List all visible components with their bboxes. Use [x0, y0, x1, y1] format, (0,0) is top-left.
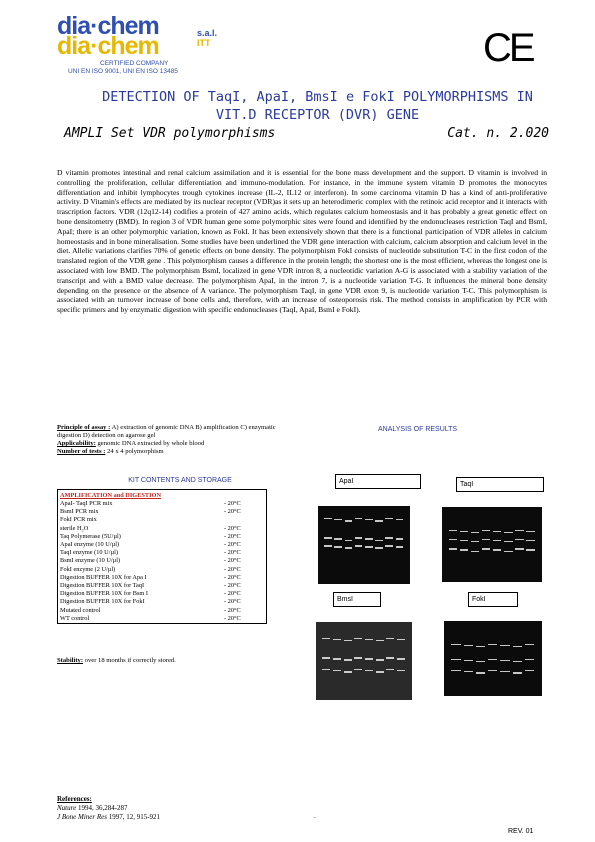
gel-band: [513, 672, 522, 674]
gel-band: [449, 530, 457, 532]
gel-band: [451, 670, 460, 672]
document-title-line1: DETECTION OF TaqI, ApaI, BmsI e FokI POLYMORPHISMS IN: [102, 89, 533, 105]
gel-band: [471, 551, 479, 553]
gel-band: [324, 518, 332, 520]
gel-band: [344, 671, 352, 673]
product-name: AMPLI Set VDR polymorphisms: [64, 126, 276, 141]
gel-band: [396, 519, 404, 521]
gel-band: [385, 518, 393, 520]
gel-band: [376, 640, 384, 642]
gel-band: [345, 520, 353, 522]
gel-band: [345, 540, 353, 542]
kit-item-storage-temp: [222, 516, 266, 524]
gel-band: [500, 645, 509, 647]
gel-band: [526, 549, 534, 551]
gel-band: [334, 538, 342, 540]
gel-label-foki: FokI: [468, 592, 518, 607]
gel-band: [476, 672, 485, 674]
kit-item-name: sterile H₂O: [60, 524, 89, 532]
tests-label: Number of tests :: [57, 448, 106, 455]
kit-contents-table: [57, 489, 267, 624]
gel-band: [476, 661, 485, 663]
gel-band: [354, 638, 362, 640]
gel-band: [396, 538, 404, 540]
gel-band: [515, 539, 523, 541]
gel-band: [322, 669, 330, 671]
gel-band: [449, 539, 457, 541]
gel-band: [471, 532, 479, 534]
stability-value: over 18 months if correctly stored.: [84, 657, 176, 664]
applicability-value: genomic DNA extracted by whole blood: [97, 440, 205, 447]
gel-band: [375, 547, 383, 549]
gel-band: [515, 548, 523, 550]
gel-band: [344, 659, 352, 661]
gel-band: [333, 670, 341, 672]
gel-band: [324, 537, 332, 539]
gel-band: [375, 540, 383, 542]
gel-band: [322, 638, 330, 640]
iso-certification-text: UNI EN ISO 9001, UNI EN ISO 13485: [68, 68, 178, 75]
gel-band: [334, 546, 342, 548]
gel-band: [322, 657, 330, 659]
gel-band: [460, 540, 468, 542]
gel-band: [460, 531, 468, 533]
references-title: References:: [57, 795, 92, 803]
kit-item-row: [58, 516, 266, 524]
assay-info: [57, 424, 287, 456]
kit-item-storage-temp: - 20°C: [224, 500, 241, 507]
gel-band: [397, 639, 405, 641]
kit-item-name: FokI enzyme (2 U/µl): [60, 565, 116, 573]
kit-item-storage-temp: - 20°C: [224, 557, 241, 565]
gel-band: [354, 657, 362, 659]
gel-band: [344, 640, 352, 642]
catalog-number: Cat. n. 2.020: [447, 126, 549, 141]
gel-band: [464, 671, 473, 673]
applicability-label: Applicability:: [57, 440, 96, 447]
gel-band: [504, 551, 512, 553]
kit-item-row: [58, 500, 266, 508]
kit-item-row: [58, 590, 266, 598]
kit-item-name: Digestion BUFFER 10X for Apa I: [60, 573, 147, 581]
principle-label: Principle of assay :: [57, 424, 111, 431]
gel-band: [365, 639, 373, 641]
reference-item: J Bone Miner Res 1997, 12, 915-921: [57, 813, 161, 821]
kit-item-name: WT control: [60, 614, 90, 622]
kit-item-storage-temp: - 20°C: [224, 582, 241, 590]
gel-band: [386, 669, 394, 671]
ce-mark-icon: CE: [483, 26, 533, 70]
kit-item-row: [58, 582, 266, 590]
kit-item-storage-temp: - 20°C: [224, 524, 241, 532]
kit-item-name: TaqI enzyme (10 U/µl): [60, 549, 118, 557]
gel-band: [482, 539, 490, 541]
gel-band: [385, 537, 393, 539]
gel-image-apai: [318, 506, 410, 584]
gel-label-apai: ApaI: [335, 474, 421, 489]
logo-suffix-blue: s.a.l.: [197, 28, 218, 38]
gel-band: [500, 671, 509, 673]
gel-label-bmsi: BmsI: [333, 592, 381, 607]
gel-band: [464, 660, 473, 662]
logo-text-blue: dia·chem: [57, 12, 159, 40]
gel-band: [488, 670, 497, 672]
kit-item-row: [58, 574, 266, 582]
kit-item-row: [58, 566, 266, 574]
company-logo: [57, 14, 237, 64]
gel-band: [355, 537, 363, 539]
logo-text-yellow: dia·chem: [57, 32, 159, 60]
kit-item-storage-temp: - 20°C: [224, 508, 241, 516]
gel-band: [324, 545, 332, 547]
gel-band: [334, 519, 342, 521]
document-title-line2: VIT.D RECEPTOR (DVR) GENE: [215, 107, 420, 123]
kit-item-storage-temp: - 20°C: [224, 590, 241, 598]
footer-dot: .: [314, 812, 316, 820]
gel-band: [525, 670, 534, 672]
kit-item-storage-temp: - 20°C: [224, 614, 241, 622]
kit-item-row: [58, 557, 266, 565]
reference-item: Nature 1994, 36,284-287: [57, 804, 128, 812]
kit-item-name: BsmI PCR mix: [60, 508, 99, 516]
kit-item-row: [58, 598, 266, 606]
kit-item-row: [58, 615, 266, 623]
gel-label-taqi: TaqI: [456, 477, 544, 492]
gel-band: [500, 660, 509, 662]
kit-item-row: [58, 508, 266, 516]
kit-item-name: Digestion BUFFER 10X for TaqI: [60, 582, 145, 590]
kit-item-name: Mutated control: [60, 606, 101, 614]
kit-item-name: Digestion BUFFER 10X for FokI: [60, 598, 145, 606]
kit-item-row: [58, 533, 266, 541]
kit-item-name: Taq Polymerase (5U/µl): [60, 532, 121, 540]
gel-band: [451, 644, 460, 646]
gel-band: [482, 530, 490, 532]
gel-band: [385, 545, 393, 547]
gel-band: [397, 658, 405, 660]
kit-item-storage-temp: - 20°C: [224, 606, 241, 614]
revision-label: REV. 01: [508, 828, 534, 835]
kit-item-name: ApaI- TaqI PCR mix: [60, 500, 113, 507]
gel-band: [525, 644, 534, 646]
kit-item-storage-temp: - 20°C: [224, 549, 241, 557]
gel-band: [488, 644, 497, 646]
kit-item-row: [58, 541, 266, 549]
gel-band: [386, 657, 394, 659]
gel-band: [493, 549, 501, 551]
gel-image-taqi: [442, 507, 542, 582]
gel-band: [513, 646, 522, 648]
gel-band: [504, 532, 512, 534]
kit-item-name: Digestion BUFFER 10X for Bsm I: [60, 590, 148, 598]
gel-band: [513, 661, 522, 663]
gel-image-foki: [444, 621, 542, 696]
gel-band: [488, 659, 497, 661]
stability-label: Stability:: [57, 657, 84, 664]
kit-item-name: ApaI enzyme (10 U/µl): [60, 541, 120, 549]
gel-band: [355, 545, 363, 547]
references: [57, 795, 160, 822]
kit-item-name: BsmI enzyme (10 U/µl): [60, 557, 121, 565]
kit-item-storage-temp: - 20°C: [224, 565, 241, 573]
gel-band: [460, 549, 468, 551]
product-subtitle: [64, 126, 549, 141]
gel-band: [471, 541, 479, 543]
gel-band: [365, 538, 373, 540]
principle-value: A) extraction of genomic DNA B) amplification C) enzymatic digestion D) detection on agarose gel: [57, 424, 276, 439]
gel-band: [493, 531, 501, 533]
gel-band: [333, 639, 341, 641]
results-title: ANALYSIS OF RESULTS: [378, 426, 458, 433]
kit-item-name: FokI PCR mix: [60, 516, 97, 524]
gel-band: [526, 531, 534, 533]
kit-item-row: [58, 607, 266, 615]
kit-item-storage-temp: - 20°C: [224, 573, 241, 581]
gel-band: [376, 659, 384, 661]
kit-item-storage-temp: - 20°C: [224, 598, 241, 606]
gel-band: [482, 548, 490, 550]
tests-value: 24 x 4 polymorphism: [107, 448, 164, 455]
gel-band: [355, 518, 363, 520]
gel-band: [504, 541, 512, 543]
gel-band: [365, 519, 373, 521]
gel-band: [354, 669, 362, 671]
kit-item-row: [58, 525, 266, 533]
gel-band: [396, 546, 404, 548]
gel-band: [515, 530, 523, 532]
gel-band: [365, 546, 373, 548]
gel-band: [451, 659, 460, 661]
gel-band: [493, 540, 501, 542]
kit-items-table: [58, 500, 266, 623]
gel-band: [345, 547, 353, 549]
gel-band: [464, 645, 473, 647]
logo-suffix-yellow: ITT: [197, 38, 211, 48]
stability-info: [57, 657, 176, 664]
kit-item-storage-temp: - 20°C: [224, 541, 241, 549]
gel-band: [376, 671, 384, 673]
kit-item-storage-temp: - 20°C: [224, 532, 241, 540]
gel-band: [365, 670, 373, 672]
gel-band: [386, 638, 394, 640]
gel-band: [397, 670, 405, 672]
certified-company-text: CERTIFIED COMPANY: [100, 60, 169, 67]
kit-item-row: [58, 549, 266, 557]
gel-band: [333, 658, 341, 660]
gel-image-bmsi: [316, 622, 412, 700]
gel-band: [476, 646, 485, 648]
gel-band: [375, 520, 383, 522]
kit-section-header: AMPLIFICATION and DIGESTION: [60, 492, 162, 499]
gel-band: [365, 658, 373, 660]
gel-band: [526, 540, 534, 542]
gel-band: [525, 659, 534, 661]
kit-contents-title: KIT CONTENTS AND STORAGE: [128, 477, 232, 484]
intro-paragraph: D vitamin promotes intestinal and renal calcium assimilation and it is essential for the bone mass development and the support. D vitamin is involved in controlling the proliferation, cellular differentiation and immuno-modulation. For instance, in the immune system vitamin D promotes the monocytes differentiation and inhibit lymphocytes trough cytokines increase (IL-2, IL12 or interferon). In some carcinoma vitamin D has a kind of anti-proliferative activity. D Vitamin's effects are mediated by its nuclear receptor (VDR)as it sets up an heterodimeric complex with the retinoic acid receptor and it interacts with trascription factors. VDR (12q12-14) codifies a protein of 427 amino acids, which regulates calcium homeostasis and it has probably a great genetic effect on bone densitometry (BMD). In region 3 of VDR human gene some polymorphic sites were found and identified by the endonucleases restriction TaqI and BsmI, ApaI; there is an other polymorphic variation, known as FokI. It has been extensively shown that there is a functional participation of VDR alleles in calcium homeostasis and in bone mineralisation. Some studies have been underlined the VDR gene interaction with calcium, calcium absorption and calcium level in the diet. Allelic variations clarifies 70% of genetic effects on bone density. The polymorphism FokI consists of nucleotide substitution T-C in the first codon of the translated region of the VDR gene . This polymorphism causes a difference in the protein length; the shortest one is the most efficient, whereas the longest one is associated with low BMD. The polymorphism BsmI, localized in gene VDR intron 8, a nucleotidic variation A-G is associated with a stability variation of the transcript and with a BMD value decrease. The polymorphism ApaI, in the intron 7, is a nucleotide variation T-G. It influences the mineral bone density depending on the presence or the absence of A variance. The polymorphism TaqI, in gene VDR exon 9, is nucleotide variation T-C. This polymorphism is associated with an turnover increase of bone cells and, therefore, with an increase of osteoporosis risk. The method consists in amplification by PCR with specific primers and by enzymatic digestion with specific endonucleases (TaqI, ApaI, BsmI e FokI).: [57, 168, 547, 315]
gel-band: [449, 548, 457, 550]
